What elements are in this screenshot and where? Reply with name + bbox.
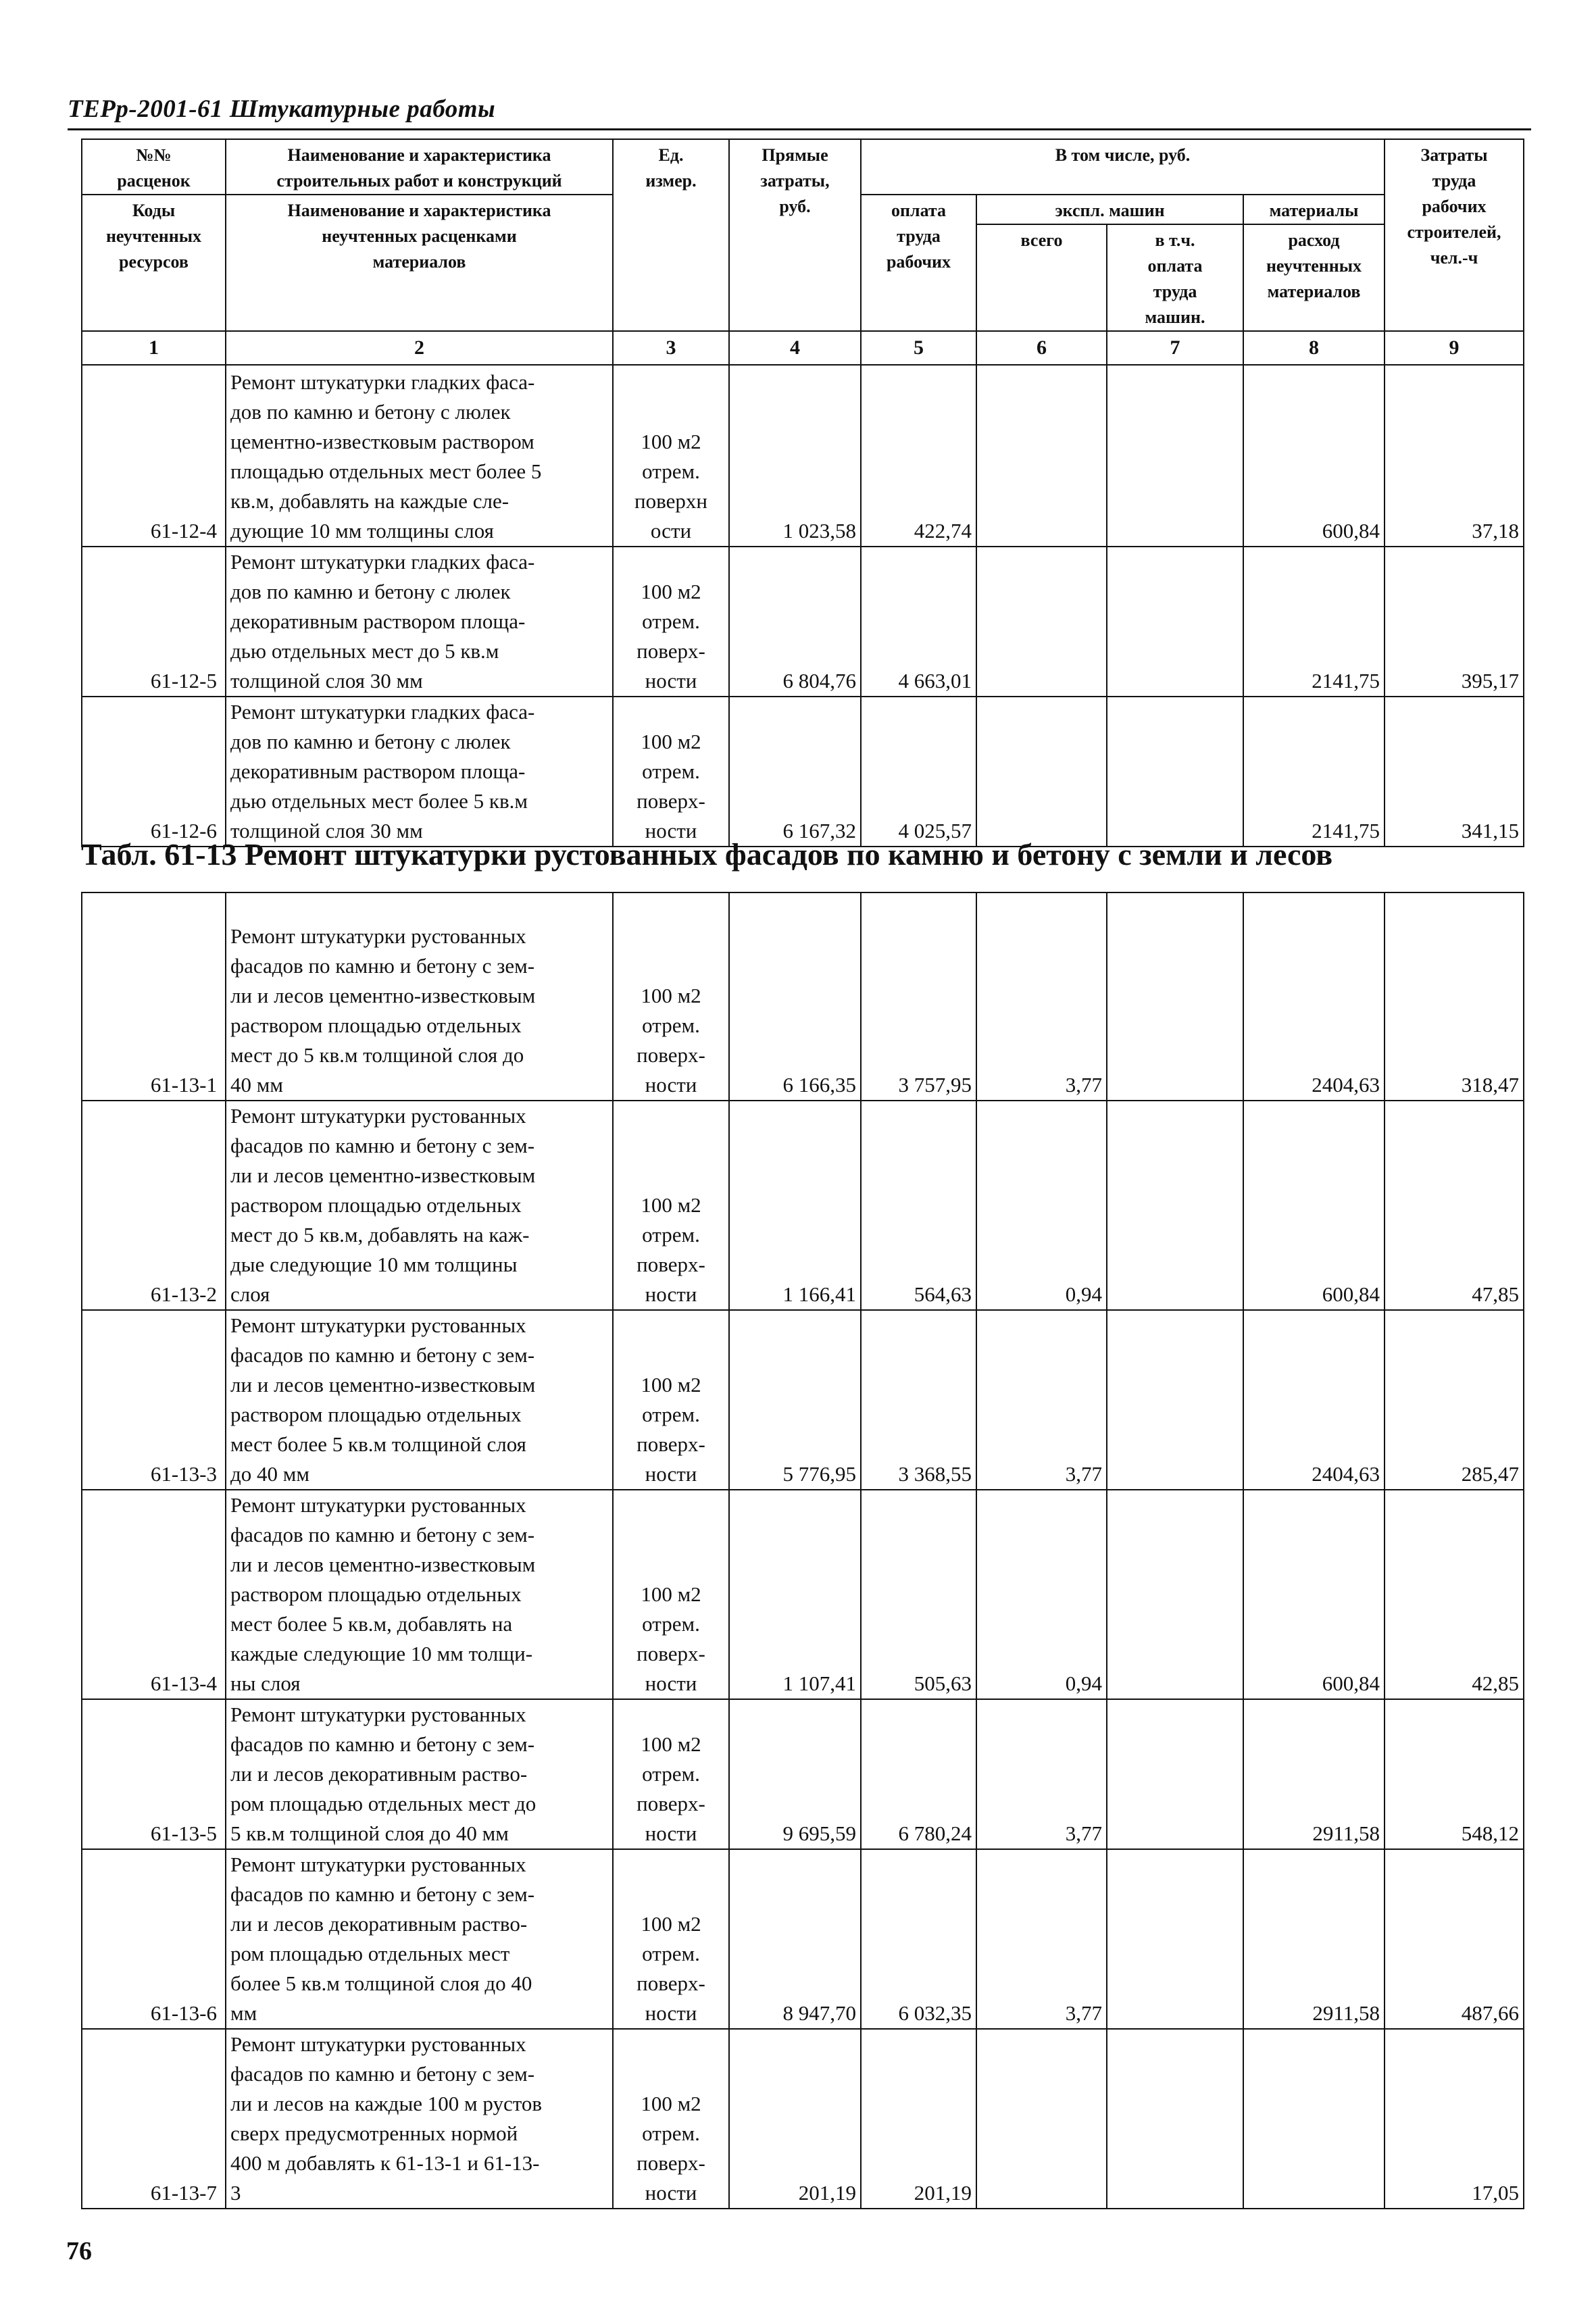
machine-labor-cost (1107, 892, 1243, 1101)
machine-cost (976, 2029, 1107, 2209)
materials-cost (1243, 2029, 1385, 2209)
machine-cost (976, 697, 1107, 847)
table-row (82, 1490, 1524, 1699)
table-row (82, 1101, 1524, 1310)
labor-hours: 285,47 (1385, 1310, 1524, 1490)
table-row (82, 892, 1524, 1101)
table-row (82, 365, 1524, 547)
col9-header: Затраты труда рабочих строителей, чел.-ч (1385, 139, 1524, 331)
rate-code: 61-12-4 (82, 365, 226, 547)
rates-table-61-12 (81, 139, 1524, 847)
machine-cost (976, 547, 1107, 697)
work-description: Ремонт штукатурки гладких фаса- дов по камню и бетону с люлек декоративным раствором площа- дью отдельных мест более 5 кв.м толщиной слоя 30 мм (226, 697, 613, 847)
labor-hours: 318,47 (1385, 892, 1524, 1101)
rate-code: 61-12-6 (82, 697, 226, 847)
materials-cost: 2141,75 (1243, 547, 1385, 697)
machine-cost: 3,77 (976, 892, 1107, 1101)
page-number: 76 (66, 2237, 92, 2265)
labor-hours: 548,12 (1385, 1699, 1524, 1849)
materials-cost: 600,84 (1243, 1101, 1385, 1310)
table-row (82, 697, 1524, 847)
unit: 100 м2 отрем. поверх- ности (613, 697, 729, 847)
col5-header: оплата труда рабочих (861, 195, 976, 331)
direct-cost: 5 776,95 (729, 1310, 861, 1490)
table-row (82, 1849, 1524, 2029)
table-61-13-title: Табл. 61-13 Ремонт штукатурки рустованных фасадов по камню и бетону с земли и лесов (81, 837, 1333, 872)
labor-cost: 201,19 (861, 2029, 976, 2209)
direct-cost: 201,19 (729, 2029, 861, 2209)
unit: 100 м2 отрем. поверх- ности (613, 1849, 729, 2029)
rate-code: 61-13-6 (82, 1849, 226, 2029)
col2-header-top: Наименование и характеристика строительных работ и конструкций (226, 139, 613, 195)
work-description: Ремонт штукатурки рустованных фасадов по камню и бетону с зем- ли и лесов декоративным раство- ром площадью отдельных мест до 5 кв.м толщиной слоя до 40 мм (226, 1699, 613, 1849)
col3-header: Ед. измер. (613, 139, 729, 331)
work-description: Ремонт штукатурки рустованных фасадов по камню и бетону с зем- ли и лесов на каждые 100 м рустов сверх предусмотренных нормой 400 м добавлять к 61-13-1 и 61-13- 3 (226, 2029, 613, 2209)
unit: 100 м2 отрем. поверх- ности (613, 547, 729, 697)
machine-cost (976, 365, 1107, 547)
col8-header: расход неучтенных материалов (1243, 224, 1385, 331)
work-description: Ремонт штукатурки рустованных фасадов по камню и бетону с зем- ли и лесов цементно-известковым раствором площадью отдельных мест более 5 кв.м, добавлять на каждые следующие 10 мм толщи- ны слоя (226, 1490, 613, 1699)
col-number: 9 (1385, 331, 1524, 365)
machine-labor-cost (1107, 2029, 1243, 2209)
table-row (82, 547, 1524, 697)
labor-hours: 37,18 (1385, 365, 1524, 547)
table-row (82, 1310, 1524, 1490)
col2-header-bottom: Наименование и характеристика неучтенных расценками материалов (226, 195, 613, 331)
col1-header-bottom: Коды неучтенных ресурсов (82, 195, 226, 331)
col-number: 7 (1107, 331, 1243, 365)
machine-labor-cost (1107, 547, 1243, 697)
rates-table-61-13 (81, 892, 1524, 2209)
table-row (82, 2029, 1524, 2209)
header-rule (68, 128, 1531, 130)
labor-cost: 3 757,95 (861, 892, 976, 1101)
unit: 100 м2 отрем. поверх- ности (613, 1699, 729, 1849)
direct-cost: 1 023,58 (729, 365, 861, 547)
unit: 100 м2 отрем. поверх- ности (613, 1101, 729, 1310)
direct-cost: 8 947,70 (729, 1849, 861, 2029)
machine-cost: 3,77 (976, 1849, 1107, 2029)
running-header: ТЕРр-2001-61 Штукатурные работы (68, 95, 496, 123)
machine-labor-cost (1107, 365, 1243, 547)
work-description: Ремонт штукатурки гладких фаса- дов по камню и бетону с люлек декоративным раствором площа- дью отдельных мест до 5 кв.м толщиной слоя 30 мм (226, 547, 613, 697)
direct-cost: 6 804,76 (729, 547, 861, 697)
col-number: 5 (861, 331, 976, 365)
materials-cost: 2911,58 (1243, 1699, 1385, 1849)
work-description: Ремонт штукатурки гладких фаса- дов по камню и бетону с люлек цементно-известковым раствором площадью отдельных мест более 5 кв.м, добавлять на каждые сле- дующие 10 мм толщины слоя (226, 365, 613, 547)
machine-labor-cost (1107, 1699, 1243, 1849)
col-number: 2 (226, 331, 613, 365)
labor-cost: 505,63 (861, 1490, 976, 1699)
direct-cost: 6 167,32 (729, 697, 861, 847)
labor-hours: 47,85 (1385, 1101, 1524, 1310)
col-number: 1 (82, 331, 226, 365)
materials-cost: 2141,75 (1243, 697, 1385, 847)
machine-labor-cost (1107, 1490, 1243, 1699)
labor-cost: 564,63 (861, 1101, 976, 1310)
col-number: 6 (976, 331, 1107, 365)
labor-cost: 4 025,57 (861, 697, 976, 847)
col4-header: Прямые затраты, руб. (729, 139, 861, 331)
labor-cost: 422,74 (861, 365, 976, 547)
unit: 100 м2 отрем. поверх- ности (613, 1310, 729, 1490)
materials-cost: 2404,63 (1243, 1310, 1385, 1490)
unit: 100 м2 отрем. поверх- ности (613, 1490, 729, 1699)
unit: 100 м2 отрем. поверх- ности (613, 892, 729, 1101)
direct-cost: 1 107,41 (729, 1490, 861, 1699)
labor-cost: 4 663,01 (861, 547, 976, 697)
col-number: 8 (1243, 331, 1385, 365)
materials-cost: 600,84 (1243, 1490, 1385, 1699)
rate-code: 61-13-7 (82, 2029, 226, 2209)
unit: 100 м2 отрем. поверх- ности (613, 2029, 729, 2209)
machine-labor-cost (1107, 1101, 1243, 1310)
labor-cost: 3 368,55 (861, 1310, 976, 1490)
rate-code: 61-12-5 (82, 547, 226, 697)
labor-hours: 341,15 (1385, 697, 1524, 847)
machine-cost: 3,77 (976, 1699, 1107, 1849)
labor-cost: 6 780,24 (861, 1699, 976, 1849)
work-description: Ремонт штукатурки рустованных фасадов по камню и бетону с зем- ли и лесов цементно-известковым раствором площадью отдельных мест до 5 кв.м толщиной слоя до 40 мм (226, 892, 613, 1101)
labor-hours: 17,05 (1385, 2029, 1524, 2209)
direct-cost: 9 695,59 (729, 1699, 861, 1849)
unit: 100 м2 отрем. поверхн ости (613, 365, 729, 547)
materials-cost: 2911,58 (1243, 1849, 1385, 2029)
rate-code: 61-13-5 (82, 1699, 226, 1849)
work-description: Ремонт штукатурки рустованных фасадов по камню и бетону с зем- ли и лесов цементно-известковым раствором площадью отдельных мест более 5 кв.м толщиной слоя до 40 мм (226, 1310, 613, 1490)
machine-labor-cost (1107, 1849, 1243, 2029)
work-description: Ремонт штукатурки рустованных фасадов по камню и бетону с зем- ли и лесов цементно-известковым раствором площадью отдельных мест до 5 кв.м, добавлять на каж- дые следующие 10 мм толщины слоя (226, 1101, 613, 1310)
labor-hours: 395,17 (1385, 547, 1524, 697)
rate-code: 61-13-4 (82, 1490, 226, 1699)
col7-header: в т.ч. оплата труда машин. (1107, 224, 1243, 331)
col1-header-top: №№ расценок (82, 139, 226, 195)
direct-cost: 1 166,41 (729, 1101, 861, 1310)
machine-labor-cost (1107, 1310, 1243, 1490)
col6-header: всего (976, 224, 1107, 331)
group-header-materials: материалы (1243, 195, 1385, 224)
direct-cost: 6 166,35 (729, 892, 861, 1101)
col-number: 4 (729, 331, 861, 365)
machine-cost: 0,94 (976, 1490, 1107, 1699)
labor-hours: 487,66 (1385, 1849, 1524, 2029)
table-row (82, 1699, 1524, 1849)
rate-code: 61-13-3 (82, 1310, 226, 1490)
col-number: 3 (613, 331, 729, 365)
rate-code: 61-13-2 (82, 1101, 226, 1310)
labor-cost: 6 032,35 (861, 1849, 976, 2029)
machine-cost: 3,77 (976, 1310, 1107, 1490)
rate-code: 61-13-1 (82, 892, 226, 1101)
work-description: Ремонт штукатурки рустованных фасадов по камню и бетону с зем- ли и лесов декоративным раство- ром площадью отдельных мест более 5 кв.м толщиной слоя до 40 мм (226, 1849, 613, 2029)
machine-labor-cost (1107, 697, 1243, 847)
materials-cost: 2404,63 (1243, 892, 1385, 1101)
labor-hours: 42,85 (1385, 1490, 1524, 1699)
group-header-incl: В том числе, руб. (861, 139, 1385, 195)
materials-cost: 600,84 (1243, 365, 1385, 547)
machine-cost: 0,94 (976, 1101, 1107, 1310)
group-header-machines: экспл. машин (976, 195, 1243, 224)
